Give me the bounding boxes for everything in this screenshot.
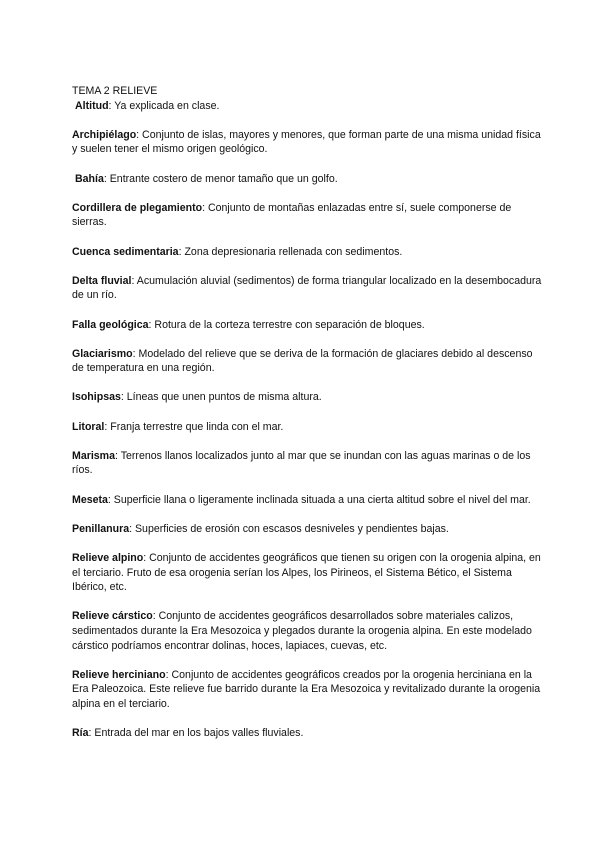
document-page [72, 84, 542, 741]
glossary-entry-isohipsas [72, 390, 542, 405]
definition: : Franja terrestre que linda con el mar. [104, 420, 284, 433]
definition: : Zona depresionaria rellenada con sedimentos. [178, 245, 403, 258]
term: Relieve herciniano [72, 668, 166, 681]
term: Isohipsas [72, 391, 121, 404]
definition: : Conjunto de accidentes geográficos creados por la orogenia herciniana en la Era Paleozoica. Este relieve fue barrido durante la Era Mesozoica y revitalizado durante la orogenia alpina en el terciario. [72, 668, 541, 710]
glossary-entry-marisma [72, 449, 542, 478]
term: Penillanura [72, 522, 130, 535]
term: Glaciarismo [72, 347, 133, 360]
glossary-entry-litoral [72, 420, 542, 435]
term: Meseta [72, 493, 108, 506]
term: Altitud [75, 99, 109, 112]
definition: : Líneas que unen puntos de misma altura. [120, 391, 322, 404]
glossary-entry-relieve-herciniano [72, 668, 542, 712]
glossary-entry-meseta [72, 493, 542, 508]
definition: : Superficies de erosión con escasos desniveles y pendientes bajas. [129, 522, 449, 535]
term: Cordillera de plegamiento [72, 201, 203, 214]
term: Relieve alpino [72, 552, 144, 564]
term: Archipiélago [72, 128, 137, 141]
definition: : Modelado del relieve que se deriva de la formación de glaciares debido al descenso de temperatura en una región. [72, 347, 533, 375]
glossary-entry-penillanura [72, 522, 542, 537]
glossary-entry-relieve-carstico [72, 609, 542, 653]
definition: : Rotura de la corteza terrestre con separación de bloques. [148, 318, 425, 331]
definition: : Acumulación aluvial (sedimentos) de forma triangular localizado en la desembocadura de un río. [72, 274, 542, 302]
term: Litoral [72, 420, 105, 433]
definition: : Conjunto de montañas enlazadas entre sí, suele componerse de sierras. [72, 201, 512, 229]
term: Delta fluvial [72, 274, 132, 287]
document-title: TEMA 2 RELIEVE [72, 85, 158, 97]
glossary-entry-archipielago [72, 128, 542, 157]
definition: : Terrenos llanos localizados junto al mar que se inundan con las aguas marinas o de los ríos. [72, 449, 531, 477]
definition: : Ya explicada en clase. [108, 99, 220, 112]
definition: : Entrante costero de menor tamaño que un golfo. [103, 172, 338, 185]
glossary-entry-relieve-alpino [72, 551, 542, 595]
glossary-entry-cordillera [72, 201, 542, 230]
definition: : Conjunto de islas, mayores y menores, que forman parte de una misma unidad física y suelen tener el mismo origen geológico. [72, 128, 541, 156]
term: Ría [72, 727, 89, 740]
glossary-entry-cuenca [72, 245, 542, 260]
term: Falla geológica [72, 318, 149, 331]
glossary-entry-bahia [72, 172, 542, 187]
definition: : Conjunto de accidentes geográficos que tienen su origen con la orogenia alpina, en el terciario. Fruto de esa orogenia serían los Alpes, los Pirineos, el Sistema Bético, el Sistema Ibérico, etc. [72, 552, 541, 594]
glossary-entry-falla [72, 318, 542, 333]
term: Cuenca sedimentaria [72, 245, 179, 258]
term: Marisma [72, 449, 115, 462]
term: Relieve cárstico [72, 610, 153, 623]
glossary-entry-ria [72, 726, 542, 741]
glossary-entry-altitud [72, 99, 542, 114]
definition: : Entrada del mar en los bajos valles fluviales. [88, 727, 304, 740]
term: Bahía [75, 172, 104, 185]
glossary-entry-glaciarismo [72, 347, 542, 376]
definition: : Conjunto de accidentes geográficos desarrollados sobre materiales calizos, sedimentados durante la Era Mesozoica y plegados durante la orogenia alpina. En este modelado cárstico podríamos encontrar dolinas, hoces, lapiaces, cuevas, etc. [72, 610, 532, 652]
definition: : Superficie llana o ligeramente inclinada situada a una cierta altitud sobre el nivel del mar. [107, 493, 531, 506]
glossary-entry-delta [72, 274, 542, 303]
